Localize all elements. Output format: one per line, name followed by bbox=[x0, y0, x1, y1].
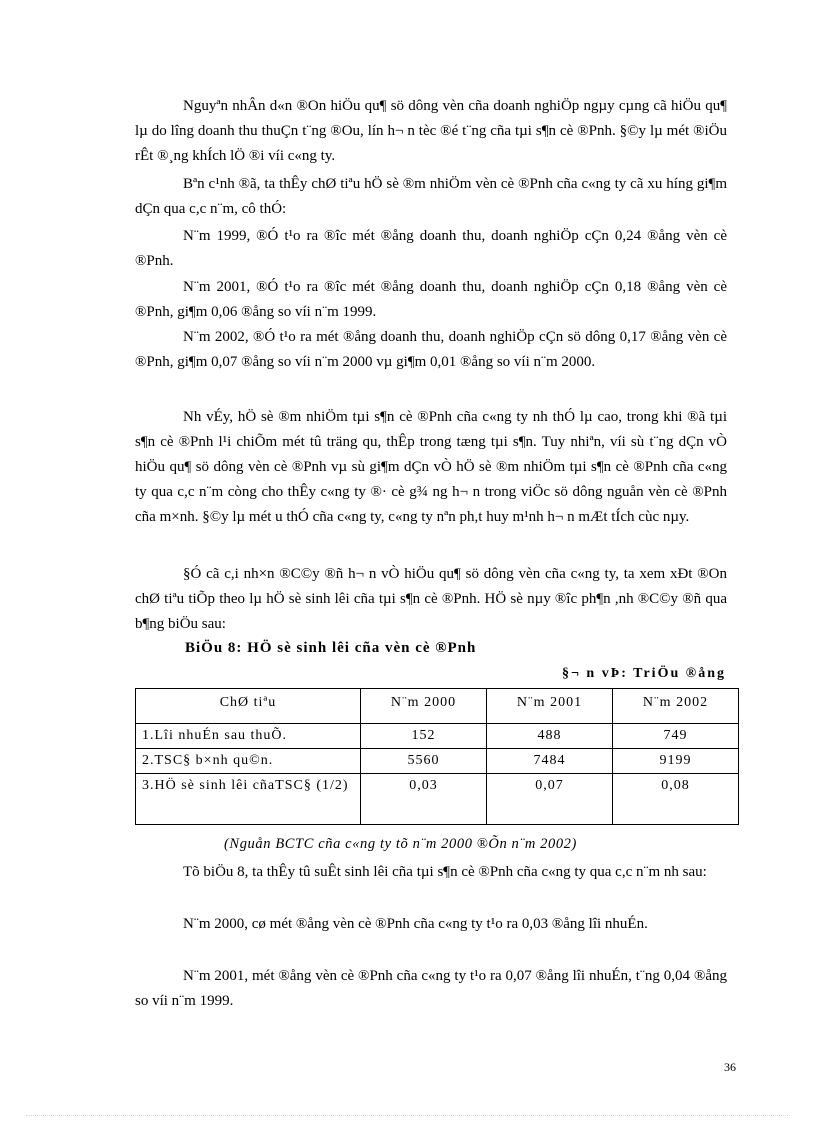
table-header-cell: N¨m 2000 bbox=[361, 689, 487, 724]
table-caption: BiÖu 8: HÖ sè sinh lêi cña vèn cè ®Pnh bbox=[185, 640, 477, 656]
table-unit: §¬ n vÞ: TriÖu ®ång bbox=[561, 666, 726, 681]
paragraph-2: Bªn c¹nh ®ã, ta thÊy chØ tiªu hÖ sè ®m nhiÖm vèn cè ®Pnh cña c«ng ty cã xu híng gi¶m dÇn qua c,c n¨m, cô thÓ: bbox=[135, 176, 727, 217]
paragraph-7: §Ó cã c,i nh×n ®C©y ®ñ h¬ n vÒ hiÖu qu¶ sö dông vèn cña c«ng ty, ta xem xÐt ®On chØ tiªu tiÕp theo lµ hÖ sè sinh lêi cña tµi s¶n cè ®Pnh. HÖ sè nµy ®îc ph¶n ,nh ®C©y ®ñ qua b¶ng biÖu sau: bbox=[135, 566, 727, 632]
table-header-cell: ChØ tiªu bbox=[136, 689, 361, 724]
paragraph-5: N¨m 2002, ®Ó t¹o ra mét ®ång doanh thu, doanh nghiÖp cÇn sö dông 0,17 ®ång vèn cè ®Pnh, gi¶m 0,07 ®ång so víi n¨m 2000 vµ gi¶m 0,01 ®ång so víi n¨m 2000. bbox=[135, 329, 727, 370]
table-source: (Nguån BCTC cña c«ng ty tõ n¨m 2000 ®Õn n¨m 2002) bbox=[224, 836, 577, 852]
table-cell: 3.HÖ sè sinh lêi cñaTSC§ (1/2) bbox=[136, 774, 361, 825]
table-cell: 0,03 bbox=[361, 774, 487, 825]
table-header-cell: N¨m 2002 bbox=[613, 689, 739, 724]
paragraph-4: N¨m 2001, ®Ó t¹o ra ®îc mét ®ång doanh thu, doanh nghiÖp cÇn 0,18 ®ång vèn cè ®Pnh, gi¶m 0,06 ®ång so víi n¨m 1999. bbox=[135, 279, 727, 320]
paragraph-10: N¨m 2001, mét ®ång vèn cè ®Pnh cña c«ng ty t¹o ra 0,07 ®ång lîi nhuÉn, t¨ng 0,04 ®ång so víi n¨m 1999. bbox=[135, 968, 727, 1009]
table-cell: 2.TSC§ b×nh qu©n. bbox=[136, 749, 361, 774]
page-number: 36 bbox=[724, 1060, 736, 1074]
page-bottom-divider bbox=[26, 1115, 790, 1116]
table-cell: 749 bbox=[613, 724, 739, 749]
table-cell: 152 bbox=[361, 724, 487, 749]
data-table bbox=[135, 688, 739, 825]
paragraph-8: Tõ biÖu 8, ta thÊy tû suÊt sinh lêi cña tµi s¶n cè ®Pnh cña c«ng ty qua c,c n¨m nh sau: bbox=[183, 864, 707, 880]
paragraph-6: Nh vÉy, hÖ sè ®m nhiÖm tµi s¶n cè ®Pnh cña c«ng ty nh thÓ lµ cao, trong khi ®ã tµi s¶n cè ®Pnh l¹i chiÕm mét tû träng qu, thÊp trong tæng tµi s¶n. Tuy nhiªn, víi sù t¨ng dÇn vÒ hiÖu qu¶ sö dông vèn cè ®Pnh vµ sù gi¶m dÇn vÒ hÖ sè ®m nhiÖm tµi s¶n cè ®Pnh cña c«ng ty qua c,c n¨m còng cho thÊy c«ng ty ®· cè g¾ ng h¬ n trong viÖc sö dông nguån vèn cè ®Pnh cña m×nh. §©y lµ mét u thÓ cña c«ng ty, c«ng ty nªn ph,t huy m¹nh h¬ n mÆt tÍch cùc nµy. bbox=[135, 409, 727, 525]
table-cell: 0,07 bbox=[487, 774, 613, 825]
paragraph-3: N¨m 1999, ®Ó t¹o ra ®îc mét ®ång doanh thu, doanh nghiÖp cÇn 0,24 ®ång vèn cè ®Pnh. bbox=[135, 228, 727, 269]
paragraph-1: Nguyªn nhÂn d«n ®On hiÖu qu¶ sö dông vèn cña doanh nghiÖp ngµy cµng cã hiÖu qu¶ lµ do lîng doanh thu thuÇn t¨ng ®Ou, lín h¬ n tèc ®é t¨ng cña tµi s¶n cè ®Pnh. §©y lµ mét ®iÖu rÊt ®¸ng khÍch lÖ ®i víi c«ng ty. bbox=[135, 98, 727, 164]
table-cell: 488 bbox=[487, 724, 613, 749]
table-cell: 1.Lîi nhuÉn sau thuÕ. bbox=[136, 724, 361, 749]
table-cell: 9199 bbox=[613, 749, 739, 774]
table-row bbox=[136, 724, 739, 749]
table-row bbox=[136, 774, 739, 825]
paragraph-9: N¨m 2000, cø mét ®ång vèn cè ®Pnh cña c«ng ty t¹o ra 0,03 ®ång lîi nhuÉn. bbox=[183, 916, 648, 932]
table-cell: 0,08 bbox=[613, 774, 739, 825]
table-cell: 5560 bbox=[361, 749, 487, 774]
table-header-cell: N¨m 2001 bbox=[487, 689, 613, 724]
table-header-row bbox=[136, 689, 739, 724]
table-row bbox=[136, 749, 739, 774]
table-cell: 7484 bbox=[487, 749, 613, 774]
